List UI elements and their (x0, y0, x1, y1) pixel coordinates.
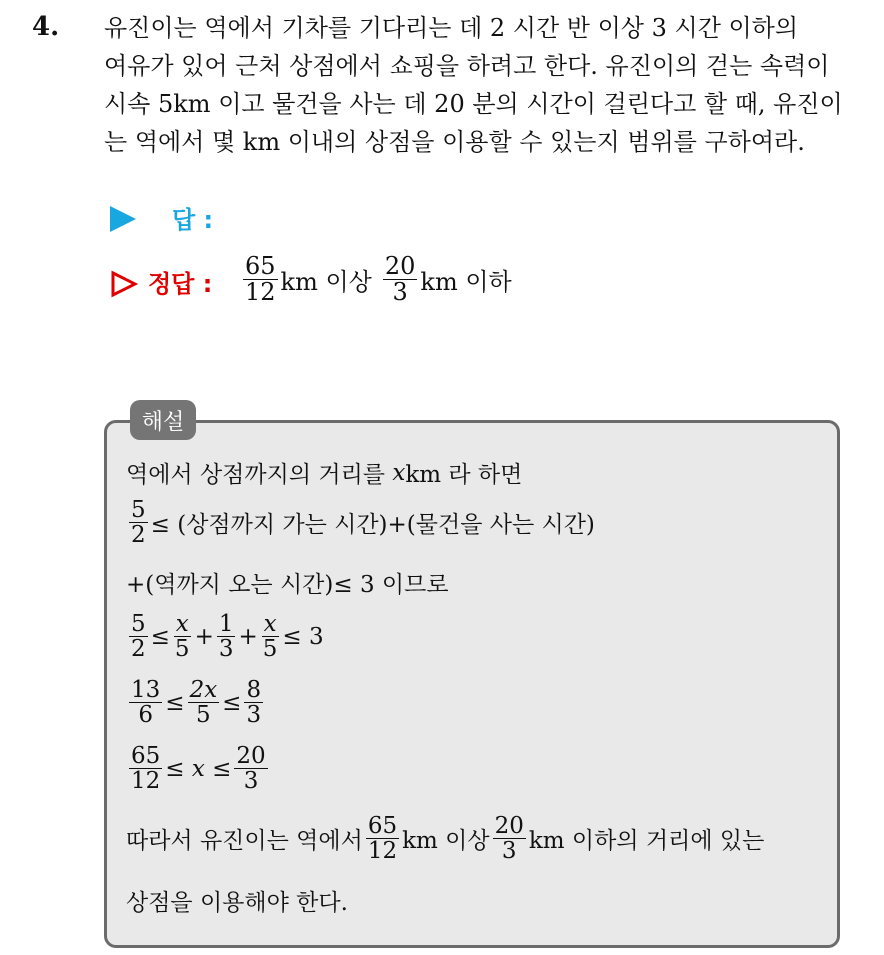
solution-line-8: 상점을 이용해야 한다. (126, 890, 348, 916)
question-text-line-2: 여유가 있어 근처 상점에서 쇼핑을 하려고 한다. 유진이의 걷는 속력이 (104, 52, 830, 80)
question-text-line-3: 시속 5km 이고 물건을 사는 데 20 분의 시간이 걸린다고 할 때, 유진이 (104, 90, 843, 118)
question-text-line-1: 유진이는 역에서 기차를 기다리는 데 2 시간 반 이상 3 시간 이하의 (104, 14, 799, 42)
correct-answer-value (240, 254, 512, 305)
solution-line-7: 따라서 유진이는 역에서 $\frac{65}{12}$ km 이상 $\frac{20}{3}$ km 이하의 거리에 있는 (126, 813, 765, 865)
answer-unit-2: km 이하 (420, 268, 512, 297)
solution-line-3: +(역까지 오는 시간)≤ 3 이므로 (126, 572, 449, 598)
question-number: 4. (32, 12, 60, 42)
solution-line-5: $\frac{13}{6}$ ≤ $\frac{2x}{5}$ ≤ $\frac{8}{3}$ (131, 677, 262, 729)
solution-line-1: 역에서 상점까지의 거리를 x km 라 하면 (126, 459, 523, 488)
fraction: $\frac{65}{12}$ (245, 252, 276, 307)
play-triangle-icon (110, 206, 136, 232)
question-text-line-4: 는 역에서 몇 km 이내의 상점을 이용할 수 있는지 범위를 구하여라. (104, 128, 805, 156)
answer-label: 답 : (172, 206, 214, 234)
fraction: $\frac{20}{3}$ (384, 252, 416, 307)
answer-unit-1: km 이상 (280, 268, 372, 297)
outline-triangle-icon (110, 270, 138, 298)
correct-answer-label: 정답 : (148, 270, 213, 298)
solution-line-4: $\frac{5}{2}$ ≤ $\frac{x}{5}$ + $\frac{1}{3}$ + $\frac{x}{5}$ ≤ 3 (131, 611, 324, 663)
solution-tab: 해설 (130, 400, 196, 440)
solution-line-2: $\frac{5}{2}$ ≤ (상점까지 가는 시간)+(물건을 사는 시간) (131, 497, 595, 549)
solution-line-6: $\frac{65}{12}$ ≤ x ≤ $\frac{20}{3}$ (131, 743, 266, 795)
